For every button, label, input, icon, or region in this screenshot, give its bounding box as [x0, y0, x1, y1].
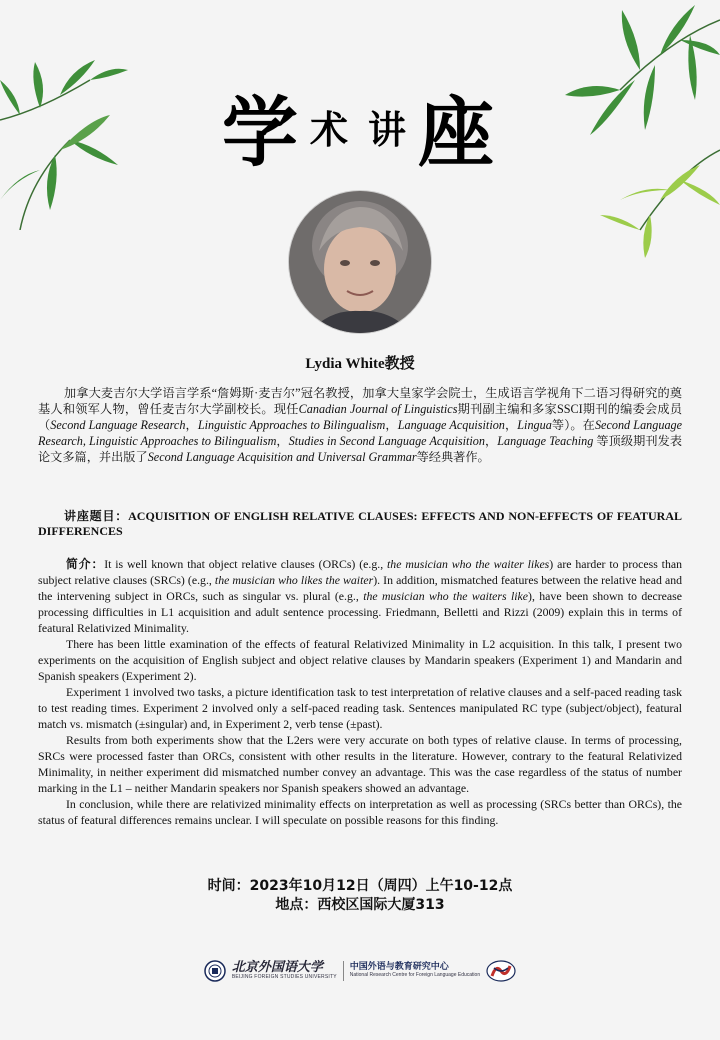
example-phrase: the musician who the waiter likes	[387, 557, 550, 571]
abstract-text: ), have been shown to decrease processing difficulties in L1 acquisition and adult sentence processing. Friedmann, Belletti and Rizzi (2009) explain this in terms of featural Relativized Minimality.	[38, 589, 682, 635]
example-phrase: the musician who likes the waiter	[214, 573, 374, 587]
bio-text: ，	[484, 434, 498, 448]
centre-name-cn: 中国外语与教育研究中心	[349, 962, 449, 973]
footer-divider	[343, 961, 344, 981]
bio-text: 期刊副主编和多家SSCI期刊的编委会成员（	[38, 402, 683, 432]
speaker-bio	[38, 385, 682, 465]
centre-logo-text	[350, 963, 480, 978]
bio-text: 等顶级期刊发表论文多篇，并出版了	[38, 434, 683, 464]
title-char-3: 讲	[368, 107, 411, 152]
centre-name-en: National Research Centre for Foreign Language Education	[349, 972, 481, 979]
bio-text: ，	[276, 434, 289, 448]
poster-title	[0, 72, 720, 181]
book-title: Second Language Acquisition and Universal Grammar	[147, 450, 417, 464]
bio-text: ，	[504, 418, 518, 432]
journal-title: Canadian Journal of Linguistics	[298, 402, 458, 416]
title-char-4: 座	[418, 88, 499, 177]
journal-title: Lingua	[517, 418, 552, 432]
abstract-paragraph-2: There has been little examination of the effects of featural Relativized Minimality in L2 acquisition. In this talk, I present two experiments on the acquisition of English subject and object relative clauses by Mandarin speakers (Experiment 1) and Mandarin and Spanish speakers (Experiment 2).	[38, 637, 682, 683]
journal-title: Language Acquisition	[397, 418, 505, 432]
example-phrase: the musician who the waiters like	[363, 589, 529, 603]
bio-text: 等经典著作。	[416, 450, 490, 464]
title-char-1: 学	[221, 88, 302, 177]
bio-text: ，	[185, 418, 198, 432]
abstract-paragraph-4: Results from both experiments show that the L2ers were very accurate on both types of relative clause. In terms of processing, SRCs were processed faster than ORCs, consistent with other results in the literature. However, contrary to the featural Relativized Minimality, in neither experiment did mismatched number convey an advantage. This was the case regardless of the status of number marking in the L1 – neither Mandarin speakers nor Spanish speakers showed an advantage.	[38, 733, 682, 795]
title-char-2: 术	[309, 107, 352, 152]
abstract-paragraph-5: In conclusion, while there are relativized minimality effects on interpretation as well as processing (SRCs better than ORCs), the status of featural differences remains unclear. I will speculate on possible reasons for this finding.	[38, 797, 682, 827]
footer-logos	[0, 960, 720, 982]
bio-text: 等）。在	[551, 418, 595, 432]
abstract-text: It is well known that object relative clauses (ORCs) (e.g.,	[104, 557, 388, 571]
abstract-text: ). In addition, mismatched features between the relative head and the intervening subject in ORCs, such as singular vs. plural (e.g.,	[38, 573, 682, 603]
journal-title: Second Language Research, Linguistic Approaches to Bilingualism	[38, 418, 683, 448]
lecture-time: 时间：2023年10月12日（周四）上午10-12点	[207, 878, 513, 894]
centre-emblem-icon	[486, 960, 516, 982]
university-name-cn: 北京外国语大学	[231, 960, 323, 976]
speaker-photo	[289, 191, 431, 333]
abstract-paragraph-3: Experiment 1 involved two tasks, a picture identification task to test interpretation of relative clauses and a self-paced reading task to test reading times. Experiment 2 involved only a self-paced reading task. Sentences manipulated RC type (subject/object), featural match vs. mismatch (±singular) and, in Experiment 2, verb tense (±past).	[38, 685, 682, 731]
speaker-name: Lydia White教授	[305, 356, 415, 372]
abstract-paragraph-1	[38, 556, 682, 636]
journal-title: Language Teaching	[497, 434, 594, 448]
university-logo-text	[232, 961, 337, 981]
bio-text: ，	[385, 418, 398, 432]
lecture-place: 地点：西校区国际大厦313	[275, 897, 445, 913]
bio-text: 加拿大麦吉尔大学语言学系“詹姆斯·麦吉尔”冠名教授，加拿大皇家学会院士，生成语言学视角下二语习得研究的奠基人和领军人物，曾任麦吉尔大学副校长。现任	[38, 386, 682, 416]
abstract-label: 简介：	[66, 557, 105, 571]
university-name-en: BEIJING FOREIGN STUDIES UNIVERSITY	[231, 974, 337, 981]
lecture-title: 讲座题目：ACQUISITION OF ENGLISH RELATIVE CLAUSES: EFFECTS AND NON-EFFECTS OF FEATURAL DIFFERENCES	[38, 509, 682, 538]
journal-title: Studies in Second Language Acquisition	[288, 434, 485, 448]
journal-title: Linguistic Approaches to Bilingualism	[197, 418, 386, 432]
bfsu-emblem-icon	[204, 960, 226, 982]
abstract	[38, 556, 682, 828]
journal-title: Second Language Research	[50, 418, 186, 432]
abstract-text: ) are harder to process than subject relative clauses (SRCs) (e.g.,	[38, 557, 682, 587]
